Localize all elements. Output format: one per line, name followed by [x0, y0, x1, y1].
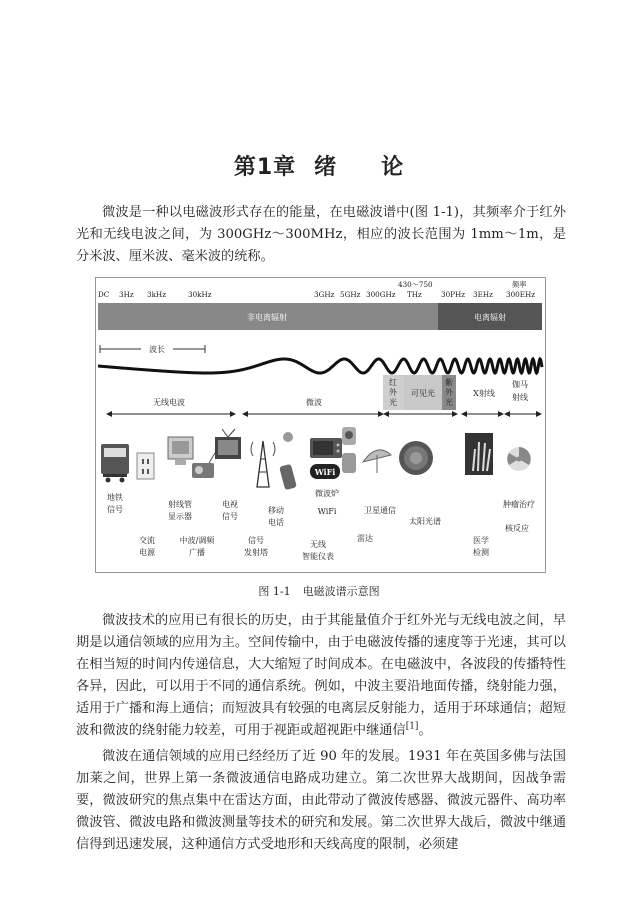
infrared-char-1: 红	[389, 378, 397, 387]
freq-label-300ehz: 300EHz	[506, 290, 536, 299]
caption-label: 图 1-1	[258, 585, 291, 598]
microwave-label: 微波	[306, 398, 322, 407]
xray-label: X射线	[473, 389, 495, 398]
microwave-oven-icon	[310, 438, 342, 458]
freq-label-3hz: 3Hz	[119, 290, 134, 299]
freq-label-thz: THz	[407, 290, 422, 299]
xray-hand-icon	[465, 433, 493, 475]
app-radar: 雷达	[357, 534, 373, 543]
citation-ref: [1]	[405, 721, 419, 732]
uv-char-1: 紫	[445, 378, 453, 387]
infrared-char-3: 光	[389, 398, 397, 407]
app-microwave-oven: 微波炉	[315, 489, 339, 498]
uv-char-2: 外	[445, 388, 453, 397]
spectrum-figure	[95, 277, 546, 573]
app-ac-1: 交流	[139, 536, 155, 545]
freq-label-30phz: 30PHz	[441, 290, 466, 299]
paragraph-intro: 微波是一种以电磁波形式存在的能量，在电磁波谱中(图 1-1)，其频率介于红外光和无线电波之间，为 300GHz～300MHz，相应的波长范围为 1mm～1m，是分米波、厘米波、毫米波的统称。	[76, 205, 566, 264]
freq-label-5ghz: 5GHz	[340, 290, 361, 299]
app-tv-1: 电视	[222, 500, 238, 509]
app-tumor: 肿瘤治疗	[503, 500, 535, 509]
sun-icon	[399, 441, 433, 475]
spectrum-diagram	[95, 277, 546, 573]
freq-label-3khz: 3kHz	[147, 290, 166, 299]
app-crt-2: 显示器	[168, 512, 192, 521]
chapter-title-part1: 绪	[314, 155, 338, 180]
wifi-logo-text: WiFi	[314, 467, 336, 477]
app-mobile-2: 电话	[268, 518, 284, 527]
gamma-char-1: 伽马	[512, 380, 528, 389]
freq-label-title: 频率	[512, 280, 527, 289]
app-wifi: WiFi	[317, 507, 337, 516]
app-medical-1: 医学	[473, 536, 489, 545]
paragraph-history	[76, 610, 566, 742]
app-amfm-2: 广播	[189, 548, 205, 557]
app-meter-2: 智能仪表	[302, 552, 334, 561]
app-subway-1: 地铁	[107, 493, 123, 502]
app-medical-2: 检测	[473, 548, 489, 557]
non-ionizing-label: 非电离辐射	[247, 313, 287, 322]
app-amfm-1: 中波/调频	[179, 536, 215, 545]
app-meter-1: 无线	[310, 540, 326, 549]
app-nuclear: 核反应	[505, 524, 529, 533]
freq-label-3ehz: 3EHz	[473, 290, 493, 299]
chapter-title	[0, 150, 638, 181]
paragraph-history-end: 。	[418, 723, 432, 738]
caption-text: 电磁波谱示意图	[302, 585, 380, 598]
figure-caption	[0, 583, 638, 599]
freq-label-dc: DC	[98, 290, 110, 299]
chapter-title-part2: 论	[381, 155, 405, 180]
freq-label-visible-range: 430～750	[398, 280, 433, 289]
app-tower-2: 发射塔	[244, 548, 268, 557]
chapter-suffix: 章	[273, 155, 297, 180]
wavelength-label: 波长	[149, 345, 165, 354]
freq-label-3ghz: 3GHz	[314, 290, 335, 299]
uv-char-3: 光	[445, 398, 453, 407]
radiation-icon	[507, 447, 531, 471]
app-tower-1: 信号	[248, 536, 264, 545]
visible-label: 可见光	[411, 389, 435, 398]
app-mobile-1: 移动	[268, 506, 284, 515]
subway-icon	[101, 444, 129, 483]
app-subway-2: 信号	[107, 505, 123, 514]
chapter-prefix: 第	[233, 155, 257, 180]
app-crt-1: 射线管	[168, 500, 192, 509]
app-tv-2: 信号	[222, 512, 238, 521]
paragraph-history-text: 微波技术的应用已有很长的历史，由于其能量值介于红外光与无线电波之间，早期是以通信领域的应用为主。空间传输中，由于电磁波传播的速度等于光速，其可以在相当短的时间内传递信息，大大缩短了时间成本。在电磁波中，各波段的传播特性各异，因此，可以用于不同的通信系统。例如，中波主要沿地面传播，绕射能力强，适用于广播和海上通信；而短波具有较强的电离层反射能力，适用于环球通信；超短波和微波的绕射能力较差，可用于视距或超视距中继通信	[76, 613, 566, 738]
freq-label-300ghz: 300GHz	[366, 290, 396, 299]
app-satellite: 卫星通信	[364, 506, 396, 515]
infrared-char-2: 外	[389, 388, 397, 397]
app-ac-2: 电源	[139, 548, 155, 557]
paragraph-development: 微波在通信领域的应用已经经历了近 90 年的发展。1931 年在英国多佛与法国加莱之间，世界上第一条微波通信电路成功建立。第二次世界大战期间，因战争需要，微波研究的焦点集中在雷达方面，由此带动了微波传感器、微波元器件、高功率微波管、微波电路和微波测量等技术的研究和发展。第二次世界大战后，微波中继通信得到迅速发展，这种通信方式受地形和天线高度的限制，必须建	[76, 749, 566, 852]
ionizing-label: 电离辐射	[474, 313, 506, 322]
gamma-char-2: 射线	[512, 393, 528, 402]
power-outlet-icon	[137, 453, 154, 479]
app-solar: 太阳光谱	[409, 517, 441, 526]
wifi-logo-icon	[310, 464, 340, 479]
freq-label-30khz: 30kHz	[188, 290, 212, 299]
radio-label: 无线电波	[153, 398, 185, 407]
chapter-number: 1	[256, 155, 274, 180]
